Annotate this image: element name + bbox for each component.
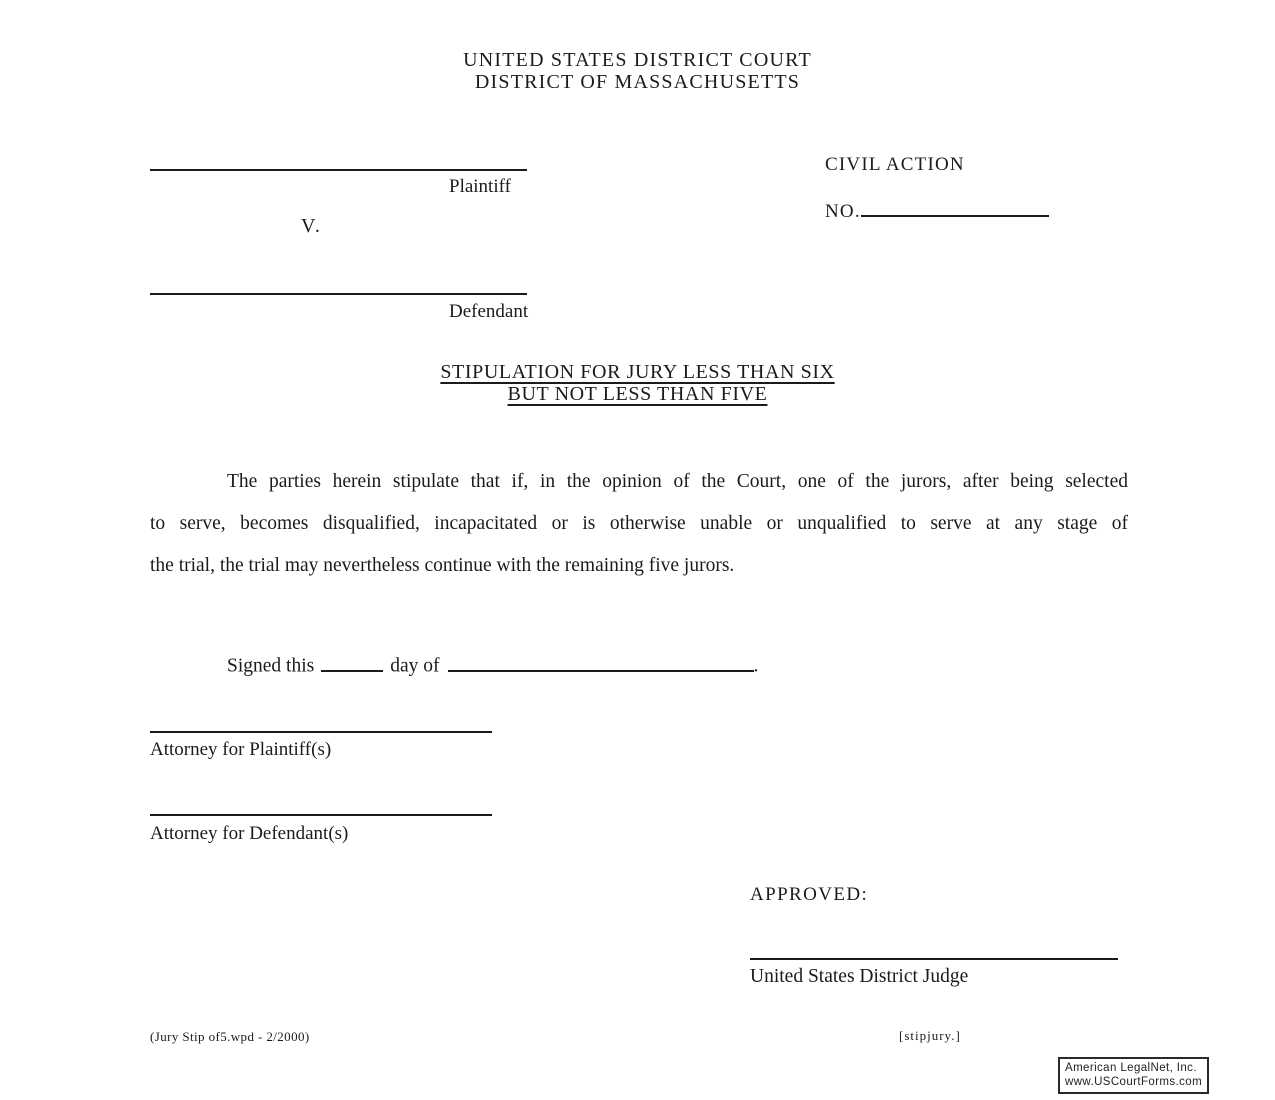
attorney-plaintiff-signature-line (150, 731, 492, 733)
footer-doc-code: [stipjury.] (899, 1028, 961, 1043)
signed-month-blank (448, 652, 754, 672)
signed-middle: day of (390, 655, 440, 677)
court-header (0, 50, 1275, 93)
case-number-row (825, 198, 1049, 223)
document-title-line2: BUT NOT LESS THAN FIVE (507, 383, 768, 405)
judge-label: United States District Judge (750, 966, 969, 987)
judge-signature-line (750, 958, 1118, 960)
civil-action-label: CIVIL ACTION (825, 154, 965, 175)
paragraph-line-3: the trial, the trial may nevertheless continue with the remaining five jurors. (150, 555, 735, 576)
plaintiff-name-line (150, 169, 527, 171)
signed-date-row (150, 652, 1100, 678)
approved-label: APPROVED: (750, 884, 869, 905)
paragraph-line-1: The parties herein stipulate that if, in the opinion of the Court, one of the jurors, after being selected (227, 471, 1128, 492)
stipulation-paragraph (150, 461, 1128, 587)
defendant-name-line (150, 293, 527, 295)
paragraph-line-2: to serve, becomes disqualified, incapacitated or is otherwise unable or unqualified to serve at any stage of (150, 513, 1128, 534)
signed-suffix: . (753, 655, 759, 677)
case-number-blank (861, 198, 1049, 217)
versus-label: V. (301, 215, 322, 237)
vendor-name: American LegalNet, Inc. (1065, 1062, 1197, 1074)
court-name: UNITED STATES DISTRICT COURT (463, 49, 812, 71)
footer-file-note: (Jury Stip of5.wpd - 2/2000) (150, 1029, 310, 1044)
case-number-label: NO. (825, 201, 861, 223)
document-title-line1: STIPULATION FOR JURY LESS THAN SIX (440, 361, 835, 383)
defendant-label: Defendant (449, 301, 529, 322)
signed-day-blank (321, 652, 383, 672)
plaintiff-label: Plaintiff (449, 176, 511, 197)
document-title (0, 361, 1275, 405)
attorney-defendant-signature-line (150, 814, 492, 816)
vendor-stamp (1058, 1057, 1209, 1094)
attorney-plaintiff-label: Attorney for Plaintiff(s) (150, 739, 332, 760)
signed-prefix: Signed this (227, 655, 315, 677)
vendor-url: www.USCourtForms.com (1065, 1076, 1203, 1088)
court-district: DISTRICT OF MASSACHUSETTS (474, 70, 801, 93)
attorney-defendant-label: Attorney for Defendant(s) (150, 823, 349, 844)
